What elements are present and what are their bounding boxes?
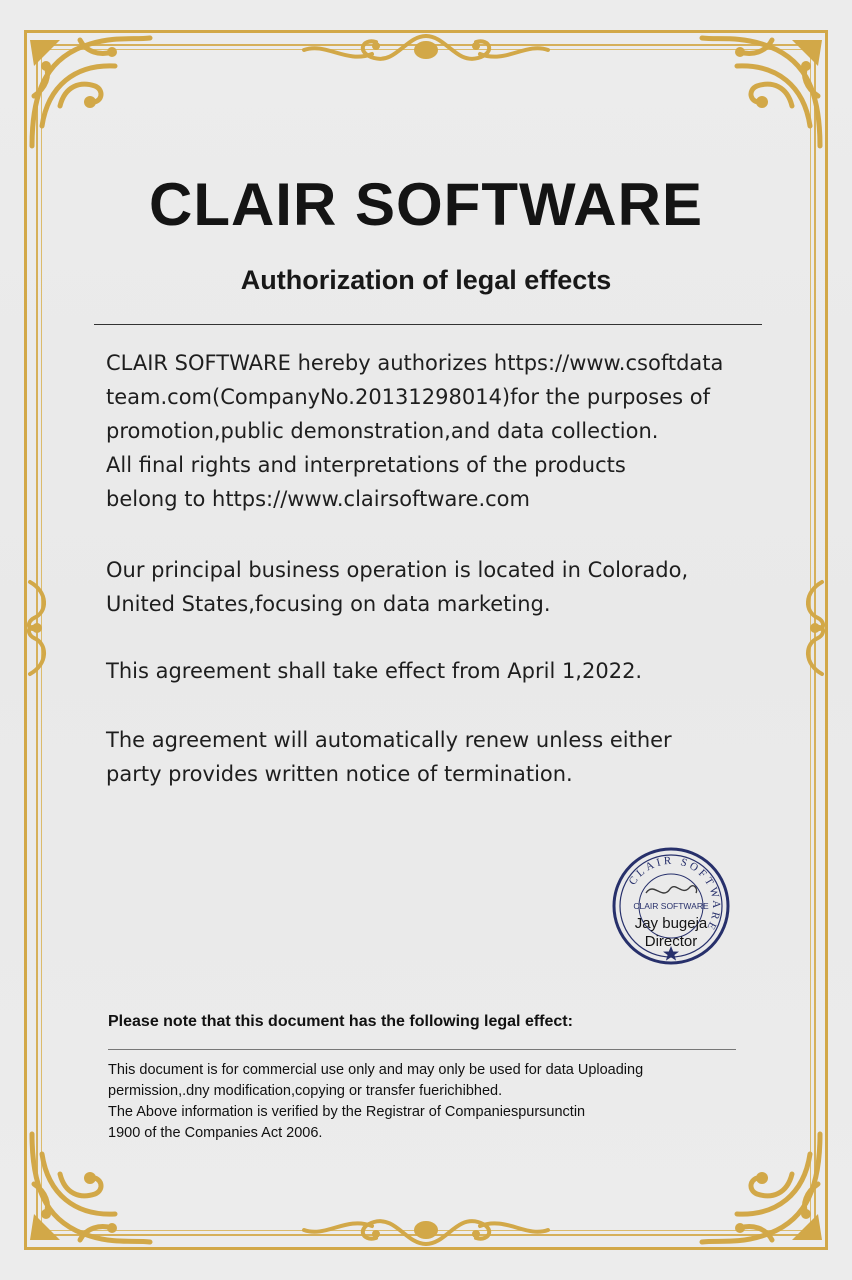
renewal-paragraph bbox=[106, 723, 766, 791]
legal-note-body bbox=[108, 1060, 748, 1144]
legal-note-heading: Please note that this document has the following legal effect: bbox=[108, 1013, 573, 1030]
legal-note-line: This document is for commercial use only and may only be used for data Uploading bbox=[108, 1062, 644, 1078]
seal-center-text: CLAIR SOFTWARE bbox=[633, 901, 709, 911]
paragraph-line: promotion,public demonstration,and data collection. bbox=[106, 419, 659, 443]
paragraph-line: This agreement shall take effect from April 1,2022. bbox=[106, 659, 643, 683]
top-scroll-ornament-icon bbox=[296, 28, 556, 72]
corner-ornament-icon bbox=[20, 26, 160, 166]
effective-date-paragraph bbox=[106, 654, 766, 688]
signatory-title: Director bbox=[644, 933, 698, 950]
side-scroll-ornament-icon bbox=[22, 578, 52, 678]
paragraph-line: team.com(CompanyNo.20131298014)for the purposes of bbox=[106, 385, 710, 409]
legal-note-line: 1900 of the Companies Act 2006. bbox=[108, 1125, 323, 1141]
signatory-name: Jay bugeja bbox=[634, 915, 708, 932]
legal-note-line: permission,.dny modification,copying or transfer fuerichibhed. bbox=[108, 1083, 503, 1099]
document-title: CLAIR SOFTWARE bbox=[149, 171, 703, 238]
seal-ring-text: CLAIR SOFTWARE bbox=[626, 854, 723, 935]
paragraph-line: Our principal business operation is located in Colorado, bbox=[106, 558, 689, 582]
paragraph-line: CLAIR SOFTWARE hereby authorizes https://www.csoftdata bbox=[106, 351, 724, 375]
business-location-paragraph bbox=[106, 553, 766, 621]
side-scroll-ornament-icon bbox=[800, 578, 830, 678]
document-subtitle: Authorization of legal effects bbox=[240, 265, 612, 295]
paragraph-line: The agreement will automatically renew unless either bbox=[106, 728, 672, 752]
signature-icon bbox=[646, 886, 697, 893]
legal-note-line: The Above information is verified by the Registrar of Companiespursunctin bbox=[108, 1104, 586, 1120]
title-divider bbox=[94, 324, 762, 325]
paragraph-line: United States,focusing on data marketing. bbox=[106, 592, 551, 616]
top-scroll-ornament-icon bbox=[296, 1208, 556, 1252]
authorization-paragraph bbox=[106, 346, 766, 516]
paragraph-line: party provides written notice of termination. bbox=[106, 762, 573, 786]
paragraph-line: All final rights and interpretations of the products bbox=[106, 453, 626, 477]
legal-note-divider bbox=[108, 1049, 736, 1050]
corner-ornament-icon bbox=[692, 26, 832, 166]
paragraph-line: belong to https://www.clairsoftware.com bbox=[106, 487, 530, 511]
